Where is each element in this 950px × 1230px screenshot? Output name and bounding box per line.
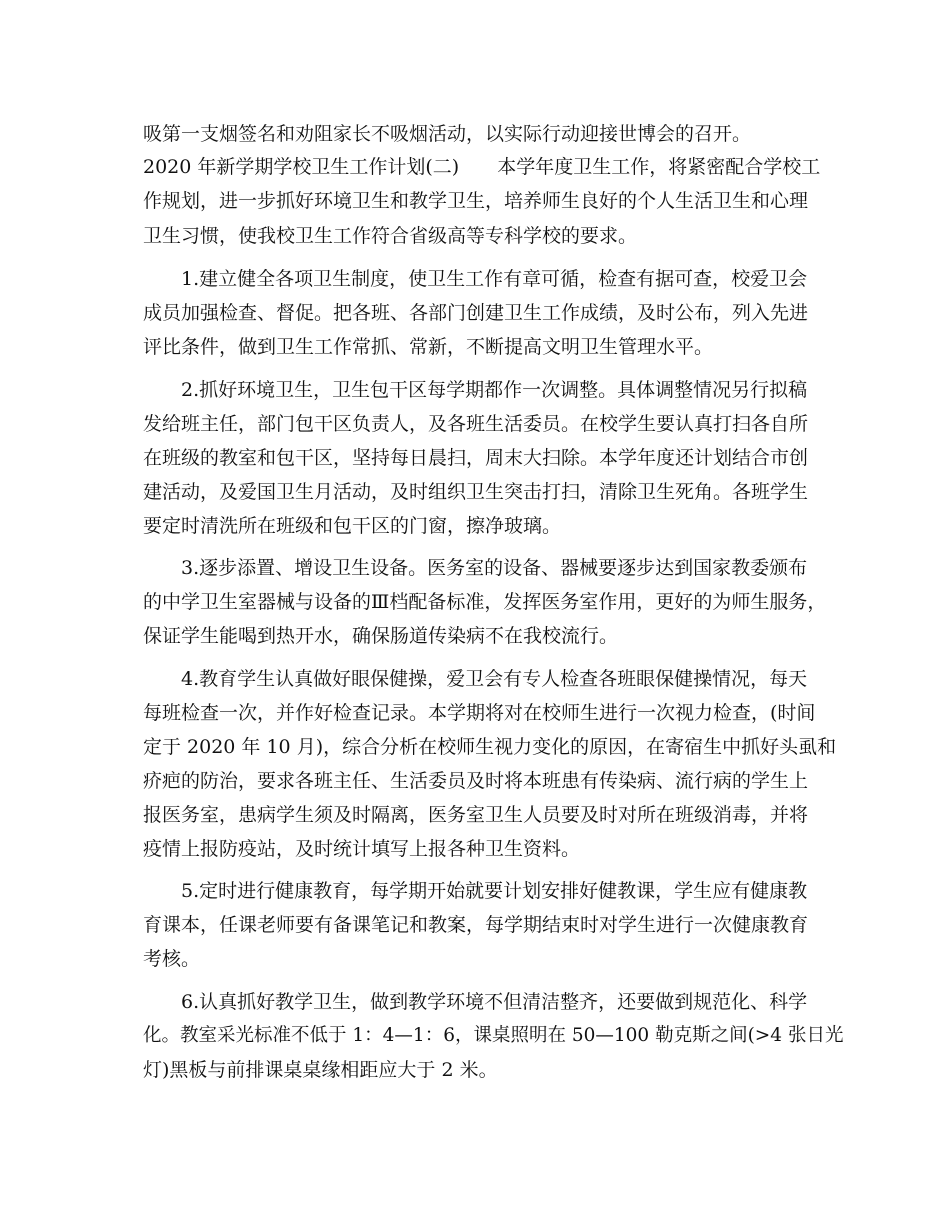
text-line: 4.教育学生认真做好眼保健操，爱卫会有专人检查各班眼保健操情况，每天 <box>143 668 808 690</box>
text-line: 保证学生能喝到热开水，确保肠道传染病不在我校流行。 <box>143 625 619 647</box>
text-line: 要定时清洗所在班级和包干区的门窗，擦净玻璃。 <box>143 515 562 537</box>
text-line: 成员加强检查、督促。把各班、各部门创建卫生工作成绩，及时公布，列入先进 <box>143 302 809 324</box>
text-line: 在班级的教室和包干区，坚持每日晨扫，周末大扫除。本学年度还计划结合市创 <box>143 447 809 469</box>
text-line: 评比条件，做到卫生工作常抓、常新，不断提高文明卫生管理水平。 <box>143 336 714 358</box>
text-line: 疥疤的防治，要求各班主任、生活委员及时将本班患有传染病、流行病的学生上 <box>143 770 809 792</box>
text-line: 化。教室采光标准不低于 1：4—1：6，课桌照明在 50—100 勒克斯之间(>4 张日光 <box>143 1025 844 1046</box>
text-line: 发给班主任，部门包干区负责人，及各班生活委员。在校学生要认真打扫各自所 <box>143 413 809 435</box>
text-line: 的中学卫生室器械与设备的Ⅲ档配备标准，发挥医务室作用，更好的为师生服务， <box>143 591 827 613</box>
text-line: 育课本，任课老师要有备课笔记和教案，每学期结束时对学生进行一次健康教育 <box>143 914 809 936</box>
text-line: 每班检查一次，并作好检查记录。本学期将对在校师生进行一次视力检查，(时间 <box>143 702 816 724</box>
text-line: 1.建立健全各项卫生制度，使卫生工作有章可循，检查有据可查，校爱卫会 <box>143 268 808 290</box>
text-line: 卫生习惯，使我校卫生工作符合省级高等专科学校的要求。 <box>143 225 638 247</box>
text-line: 建活动，及爱国卫生月活动，及时组织卫生突击打扫，清除卫生死角。各班学生 <box>143 481 809 503</box>
text-line: 报医务室，患病学生须及时隔离，医务室卫生人员要及时对所在班级消毒，并将 <box>143 804 809 826</box>
text-line: 5.定时进行健康教育，每学期开始就要计划安排好健教课，学生应有健康教 <box>143 880 808 902</box>
text-line: 作规划，进一步抓好环境卫生和教学卫生，培养师生良好的个人生活卫生和心理 <box>143 190 809 212</box>
text-line: 6.认真抓好教学卫生，做到教学环境不但清洁整齐，还要做到规范化、科学 <box>143 991 808 1013</box>
text-line: 3.逐步添置、增设卫生设备。医务室的设备、器械要逐步达到国家教委颁布 <box>143 557 808 579</box>
text-line: 2020 年新学期学校卫生工作计划(二) 本学年度卫生工作，将紧密配合学校工 <box>143 156 821 178</box>
text-line: 定于 2020 年 10 月)，综合分析在校师生视力变化的原因，在寄宿生中抓好头虱和 <box>143 736 837 758</box>
text-line: 疫情上报防疫站，及时统计填写上报各种卫生资料。 <box>143 838 581 860</box>
text-line: 2.抓好环境卫生，卫生包干区每学期都作一次调整。具体调整情况另行拟稿 <box>143 379 808 401</box>
text-line: 灯)黑板与前排课桌桌缘相距应大于 2 米。 <box>143 1059 498 1081</box>
text-line: 考核。 <box>143 948 201 970</box>
text-line: 吸第一支烟签名和劝阻家长不吸烟活动，以实际行动迎接世博会的召开。 <box>143 123 752 145</box>
